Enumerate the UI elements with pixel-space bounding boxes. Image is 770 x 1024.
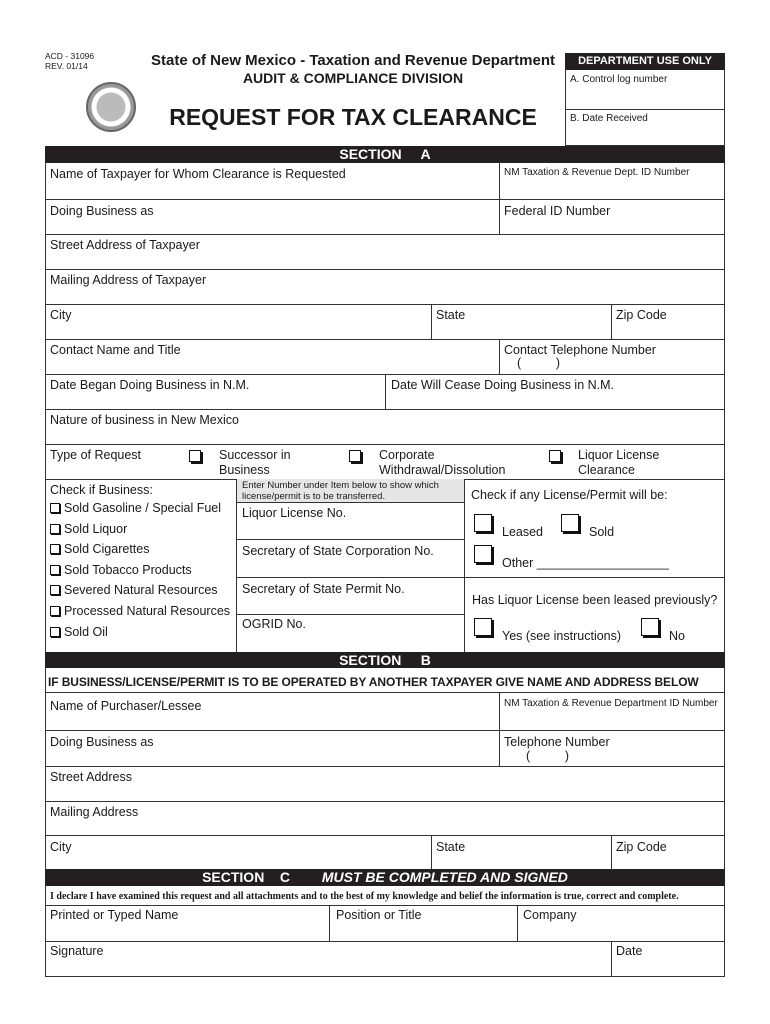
street-address-label: Street Address of Taxpayer: [50, 238, 200, 252]
dept-use-title: DEPARTMENT USE ONLY: [565, 53, 725, 70]
date-began-label: Date Began Doing Business in N.M.: [50, 378, 250, 392]
purchaser-street-field[interactable]: [46, 767, 724, 801]
business-type-checkbox[interactable]: [50, 627, 60, 637]
date-label: Date: [616, 944, 643, 958]
purchaser-mailing-label: Mailing Address: [50, 805, 139, 819]
section-b-header: SECTION B: [45, 652, 725, 668]
purchaser-zip-label: Zip Code: [616, 840, 667, 854]
form-title: REQUEST FOR TAX CLEARANCE: [169, 104, 537, 130]
purchaser-dba-label: Doing Business as: [50, 735, 154, 749]
sold-checkbox[interactable]: [561, 514, 579, 532]
other-label: Other ___________________: [502, 556, 669, 570]
purchaser-street-label: Street Address: [50, 770, 132, 784]
section-c-title: SECTION C: [202, 869, 290, 885]
leased-checkbox[interactable]: [474, 514, 492, 532]
signature-field[interactable]: [46, 942, 611, 976]
business-type-checkbox[interactable]: [50, 503, 60, 513]
yes-checkbox[interactable]: [474, 618, 492, 636]
liquor-license-no-label: Liquor License No.: [242, 506, 347, 520]
state-seal-icon: [86, 82, 136, 132]
section-a-header: SECTION A: [45, 146, 725, 163]
nm-id-label: NM Taxation & Revenue Dept. ID Number: [504, 167, 690, 178]
enter-number-line-1: Enter Number under Item below to show which: [242, 480, 439, 491]
company-label: Company: [523, 908, 577, 922]
control-log-field[interactable]: [566, 88, 724, 108]
business-type-label: Sold Liquor: [64, 522, 128, 536]
printed-name-label: Printed or Typed Name: [50, 908, 179, 922]
business-type-label: Severed Natural Resources: [64, 583, 218, 597]
nature-label: Nature of business in New Mexico: [50, 413, 239, 427]
business-type-label: Sold Tobacco Products: [64, 563, 192, 577]
type-request-label: Type of Request: [50, 448, 142, 462]
purchaser-city-label: City: [50, 840, 72, 854]
purchaser-phone-label: Telephone Number: [504, 735, 610, 749]
successor-label-2: Business: [219, 463, 270, 477]
signature-label: Signature: [50, 944, 104, 958]
purchaser-name-label: Name of Purchaser/Lessee: [50, 699, 202, 713]
city-field[interactable]: [46, 304, 431, 339]
section-c-subtitle: MUST BE COMPLETED AND SIGNED: [321, 869, 568, 885]
purchaser-phone-parens: ( ): [526, 749, 570, 763]
control-log-label: A. Control log number: [570, 74, 668, 85]
liquor-clearance-label-1: Liquor License: [578, 448, 660, 462]
corporate-label-2: Withdrawal/Dissolution: [379, 463, 506, 477]
taxpayer-name-label: Name of Taxpayer for Whom Clearance is Requested: [50, 167, 346, 181]
mailing-address-label: Mailing Address of Taxpayer: [50, 273, 207, 287]
business-type-checkbox[interactable]: [50, 524, 60, 534]
check-license-label: Check if any License/Permit will be:: [471, 488, 668, 502]
date-cease-label: Date Will Cease Doing Business in N.M.: [391, 378, 614, 392]
department-name: State of New Mexico - Taxation and Revenue Department: [151, 52, 555, 69]
purchaser-state-label: State: [436, 840, 466, 854]
contact-name-label: Contact Name and Title: [50, 343, 181, 357]
sec-state-permit-no-label: Secretary of State Permit No.: [242, 582, 405, 596]
liquor-leased-question: Has Liquor License been leased previously?: [472, 593, 718, 607]
purchaser-city-field[interactable]: [46, 836, 431, 869]
business-type-label: Processed Natural Resources: [64, 604, 231, 618]
business-type-label: Sold Cigarettes: [64, 542, 150, 556]
no-label: No: [669, 629, 685, 643]
business-type-checkbox[interactable]: [50, 585, 60, 595]
zip-label: Zip Code: [616, 308, 667, 322]
date-received-label: B. Date Received: [570, 113, 648, 124]
corporate-checkbox[interactable]: [349, 450, 361, 462]
business-type-checkbox[interactable]: [50, 544, 60, 554]
ogrid-no-label: OGRID No.: [242, 617, 306, 631]
section-c-header: [45, 869, 725, 886]
federal-id-label: Federal ID Number: [504, 204, 611, 218]
division-name: AUDIT & COMPLIANCE DIVISION: [242, 70, 464, 86]
business-type-checkbox[interactable]: [50, 606, 60, 616]
liquor-clearance-checkbox[interactable]: [549, 450, 561, 462]
no-checkbox[interactable]: [641, 618, 659, 636]
business-type-label: Sold Gasoline / Special Fuel: [64, 501, 222, 515]
enter-number-line-2: license/permit is to be transferred.: [242, 491, 386, 502]
sold-label: Sold: [589, 525, 615, 539]
successor-checkbox[interactable]: [189, 450, 201, 462]
contact-phone-parens: ( ): [517, 356, 561, 370]
position-label: Position or Title: [336, 908, 422, 922]
purchaser-mailing-field[interactable]: [46, 802, 724, 835]
date-received-field[interactable]: [566, 126, 724, 145]
state-label: State: [436, 308, 466, 322]
city-label: City: [50, 308, 72, 322]
other-checkbox[interactable]: [474, 545, 492, 563]
declaration-text: I declare I have examined this request and all attachments and to the best of my knowledge and belief the information is true, correct and complete.: [50, 891, 679, 902]
business-type-label: Sold Oil: [64, 625, 108, 639]
liquor-clearance-label-2: Clearance: [578, 463, 635, 477]
business-type-checkbox[interactable]: [50, 565, 60, 575]
successor-label-1: Successor in: [219, 448, 291, 462]
leased-label: Leased: [502, 525, 544, 539]
section-b-instruction: IF BUSINESS/LICENSE/PERMIT IS TO BE OPERATED BY ANOTHER TAXPAYER GIVE NAME AND ADDRESS BELOW: [48, 675, 699, 689]
sec-state-corp-no-label: Secretary of State Corporation No.: [242, 544, 434, 558]
form-code: ACD - 31096 REV. 01/14: [45, 51, 95, 71]
dba-label: Doing Business as: [50, 204, 154, 218]
contact-phone-label: Contact Telephone Number: [504, 343, 656, 357]
corporate-label-1: Corporate: [379, 448, 435, 462]
yes-label: Yes (see instructions): [502, 629, 622, 643]
check-business-label: Check if Business:: [50, 483, 153, 497]
purchaser-nm-id-label: NM Taxation & Revenue Department ID Number: [504, 698, 718, 709]
